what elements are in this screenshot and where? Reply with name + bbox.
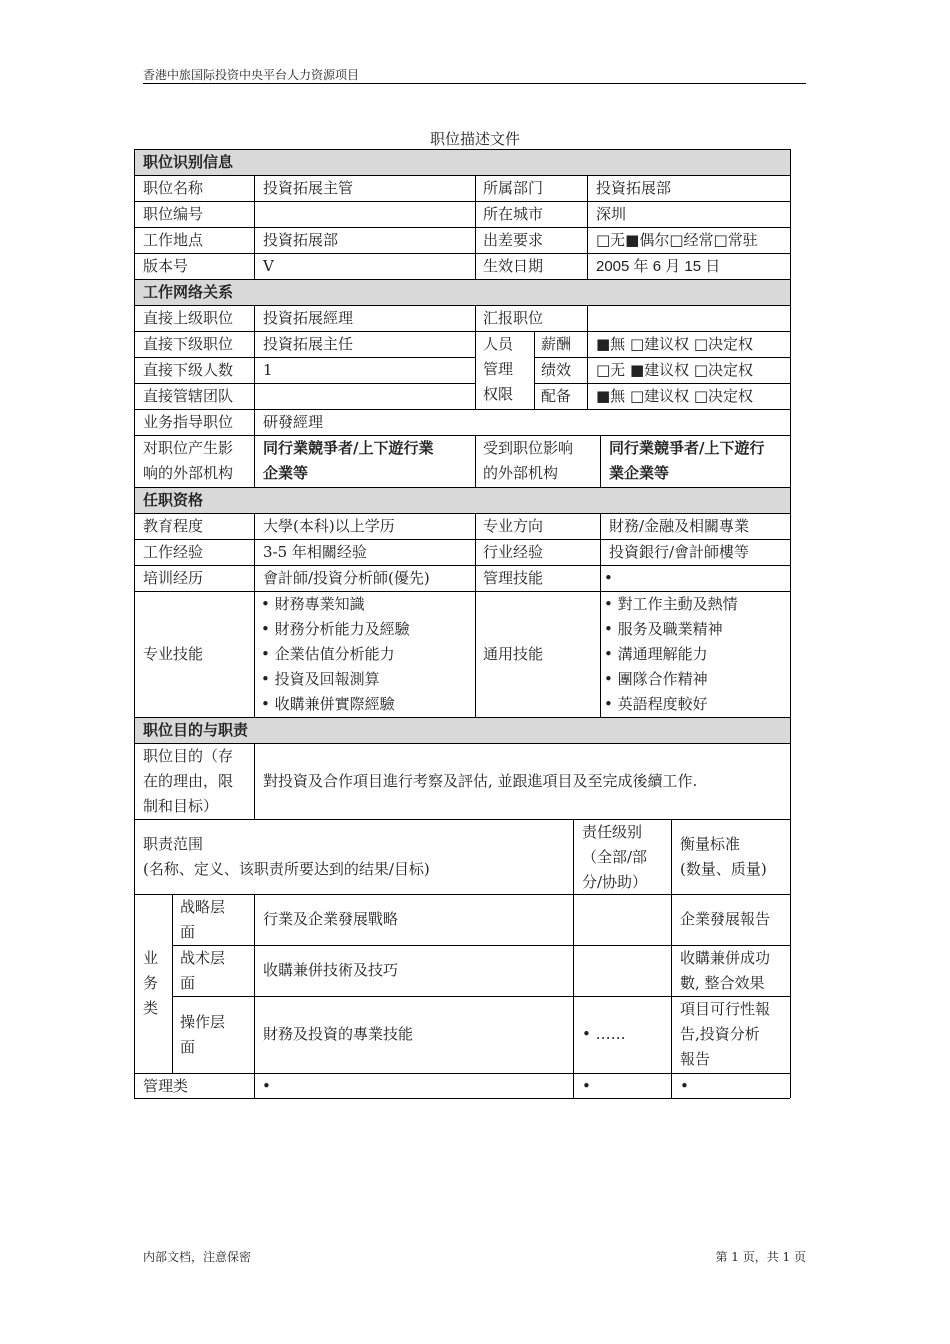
version-value: V: [263, 257, 274, 275]
general-skill-label: 通用技能: [483, 645, 544, 663]
list-item: • 團隊合作精神: [604, 670, 708, 688]
staffing-label: 配备: [541, 387, 572, 405]
guide-value: 研發經理: [263, 413, 324, 431]
list-item: • 對工作主動及熱情: [604, 595, 738, 613]
subordinate-value: 投資拓展主任: [263, 335, 354, 353]
pro-skill-label: 专业技能: [143, 645, 204, 663]
strategic-measure: 企業發展報告: [680, 910, 771, 928]
header-divider: [143, 83, 806, 84]
external-affect-label: 对职位产生影 响的外部机构: [143, 439, 234, 482]
list-item: • 英語程度較好: [604, 695, 708, 713]
external-affected-label: 受到职位影响 的外部机构: [483, 439, 574, 482]
version-label: 版本号: [143, 257, 189, 275]
list-item: • 財務分析能力及經驗: [261, 620, 410, 638]
mgmt-skill-value: •: [604, 569, 613, 587]
education-value: 大學(本科)以上学历: [263, 517, 395, 535]
pro-skill-list: [261, 592, 410, 717]
management-responsibility: •: [582, 1077, 591, 1095]
strategic-level-label: 战略层 面: [180, 898, 226, 941]
dept-value: 投資拓展部: [596, 179, 672, 197]
external-affected-value: 同行業競爭者/上下遊行 業企業等: [609, 439, 765, 482]
duty-level-header: 责任级别 （全部/部 分/协助）: [582, 823, 648, 891]
report-label: 汇报职位: [483, 309, 544, 327]
list-item: • 企業估值分析能力: [261, 645, 395, 663]
list-item: • 收購兼併實際經驗: [261, 695, 395, 713]
confidential-note: 内部文档，注意保密: [143, 1250, 252, 1264]
travel-label: 出差要求: [483, 231, 544, 249]
superior-label: 直接上级职位: [143, 309, 234, 327]
major-value: 財務/金融及相關專業: [609, 517, 750, 535]
mgmt-skill-label: 管理技能: [483, 569, 544, 587]
management-measure: •: [680, 1077, 689, 1095]
hr-authority-label: 人员 管理 权限: [483, 335, 514, 403]
job-no-label: 职位编号: [143, 205, 204, 223]
strategic-duty: 行業及企業發展戰略: [263, 910, 399, 928]
guide-label: 业务指导职位: [143, 413, 234, 431]
section-title-identification: 职位识别信息: [143, 153, 234, 171]
operational-responsibility: • ……: [582, 1025, 626, 1043]
operational-measure: 項目可行性報 告,投資分析 報告: [680, 1000, 771, 1068]
tactical-measure: 收購兼併成功 數, 整合效果: [680, 949, 771, 992]
training-value: 會計師/投資分析師(優先): [263, 569, 430, 587]
sub-count-label: 直接下级人数: [143, 361, 234, 379]
pay-authority-value: ■無 □建议权 □决定权: [596, 335, 754, 353]
list-item: • 溝通理解能力: [604, 645, 708, 663]
pay-label: 薪酬: [541, 335, 572, 353]
staffing-authority-value: ■無 □建议权 □决定权: [596, 387, 754, 405]
section-title-network: 工作网络关系: [143, 283, 234, 301]
team-label: 直接管辖团队: [143, 387, 234, 405]
operational-level-label: 操作层 面: [180, 1013, 226, 1056]
management-duty: •: [262, 1077, 271, 1095]
duty-scope-header: 职责范围 (名称、定义、该职责所要达到的结果/目标): [143, 835, 430, 878]
business-category-label: 业 务 类: [143, 949, 159, 1017]
general-skill-list: [604, 592, 738, 717]
list-item: • 服务及職業精神: [604, 620, 723, 638]
city-value: 深圳: [596, 205, 627, 223]
major-label: 专业方向: [483, 517, 544, 535]
effective-date-value: 2005 年 6 月 15 日: [596, 258, 721, 275]
external-affect-value: 同行業競爭者/上下遊行業 企業等: [263, 439, 434, 482]
location-label: 工作地点: [143, 231, 204, 249]
purpose-label: 职位目的（存 在的理由，限 制和目标）: [143, 747, 234, 815]
tactical-level-label: 战术层 面: [180, 949, 226, 992]
location-value: 投資拓展部: [263, 231, 339, 249]
superior-value: 投資拓展經理: [263, 309, 354, 327]
performance-label: 绩效: [541, 361, 572, 379]
travel-value: □无■偶尔□经常□常驻: [596, 231, 758, 249]
effective-date-label: 生效日期: [483, 257, 544, 275]
section-band-network: [135, 280, 790, 305]
document-header: 香港中旅国际投资中央平台人力资源项目: [143, 68, 360, 82]
job-name-value: 投資拓展主管: [263, 179, 354, 197]
list-item: • 投資及回報測算: [261, 670, 380, 688]
education-label: 教育程度: [143, 517, 204, 535]
training-label: 培训经历: [143, 569, 204, 587]
subordinate-label: 直接下级职位: [143, 335, 234, 353]
section-band-identification: [135, 150, 790, 175]
industry-exp-label: 行业经验: [483, 543, 544, 561]
sub-count-value: 1: [263, 361, 273, 379]
document-title: 职位描述文件: [429, 130, 520, 148]
performance-authority-value: □无 ■建议权 □决定权: [596, 361, 754, 379]
duty-measure-header: 衡量标准 (数量、质量): [680, 835, 767, 878]
operational-duty: 財務及投資的專業技能: [263, 1025, 414, 1043]
list-item: • 財務專業知識: [261, 595, 365, 613]
work-exp-label: 工作经验: [143, 543, 204, 561]
management-category-label: 管理类: [143, 1077, 189, 1095]
section-band-qualification: [135, 488, 790, 513]
industry-exp-value: 投資銀行/會計師樓等: [609, 543, 750, 561]
purpose-text: 對投資及合作項目進行考察及評估, 並跟進項目及至完成後續工作.: [263, 772, 698, 790]
city-label: 所在城市: [483, 205, 544, 223]
work-exp-value: 3-5 年相關经验: [263, 543, 367, 561]
job-name-label: 职位名称: [143, 179, 204, 197]
page-number: 第 1 页，共 1 页: [715, 1250, 806, 1264]
section-title-purpose: 职位目的与职责: [143, 721, 249, 739]
tactical-duty: 收購兼併技術及技巧: [263, 961, 399, 979]
section-title-qualification: 任职资格: [143, 491, 204, 509]
dept-label: 所属部门: [483, 179, 544, 197]
